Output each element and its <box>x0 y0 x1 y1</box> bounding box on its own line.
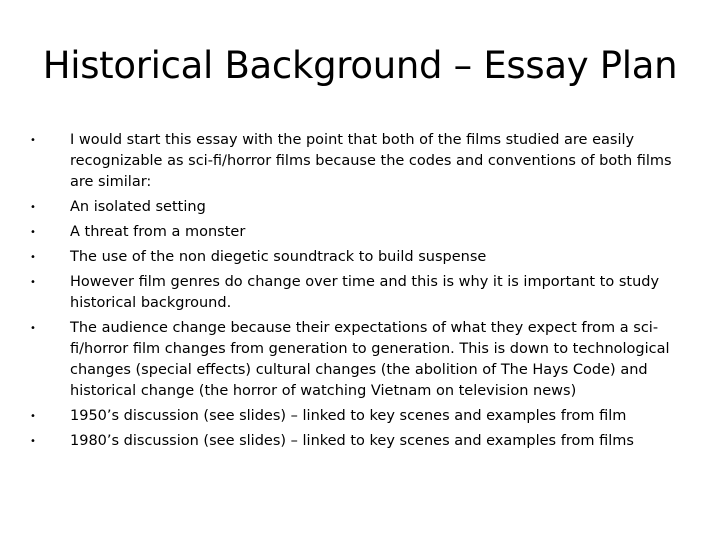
bullet-text: The audience change because their expectations of what they expect from a sci-fi/horror film changes from generation to generation. This is down to technological changes (special effects) cultural changes (the abolition of The Hays Code) and historical change (the horror of watching Vietnam on television news) <box>70 320 670 399</box>
list-item <box>30 247 692 268</box>
slide-title: Historical Background – Essay Plan <box>42 44 678 87</box>
bullet-text: An isolated setting <box>70 199 206 215</box>
bullet-icon: • <box>30 135 36 146</box>
bullet-icon: • <box>30 323 36 334</box>
bullet-text: 1950’s discussion (see slides) – linked to key scenes and examples from film <box>70 408 627 424</box>
list-item <box>30 406 692 427</box>
bullet-icon: • <box>30 411 36 422</box>
bullet-list <box>30 130 692 456</box>
bullet-icon: • <box>30 436 36 447</box>
bullet-text: I would start this essay with the point that both of the films studied are easily recognizable as sci-fi/horror films because the codes and conventions of both films are similar: <box>70 132 672 190</box>
bullet-text: The use of the non diegetic soundtrack to build suspense <box>70 249 487 265</box>
list-item <box>30 272 692 314</box>
list-item <box>30 431 692 452</box>
bullet-icon: • <box>30 277 36 288</box>
bullet-text: However film genres do change over time and this is why it is important to study historical background. <box>70 274 660 311</box>
bullet-text: 1980’s discussion (see slides) – linked to key scenes and examples from films <box>70 433 634 449</box>
list-item <box>30 318 692 402</box>
bullet-icon: • <box>30 202 36 213</box>
bullet-text: A threat from a monster <box>70 224 246 240</box>
bullet-icon: • <box>30 252 36 263</box>
list-item <box>30 222 692 243</box>
bullet-icon: • <box>30 227 36 238</box>
list-item <box>30 130 692 193</box>
list-item <box>30 197 692 218</box>
